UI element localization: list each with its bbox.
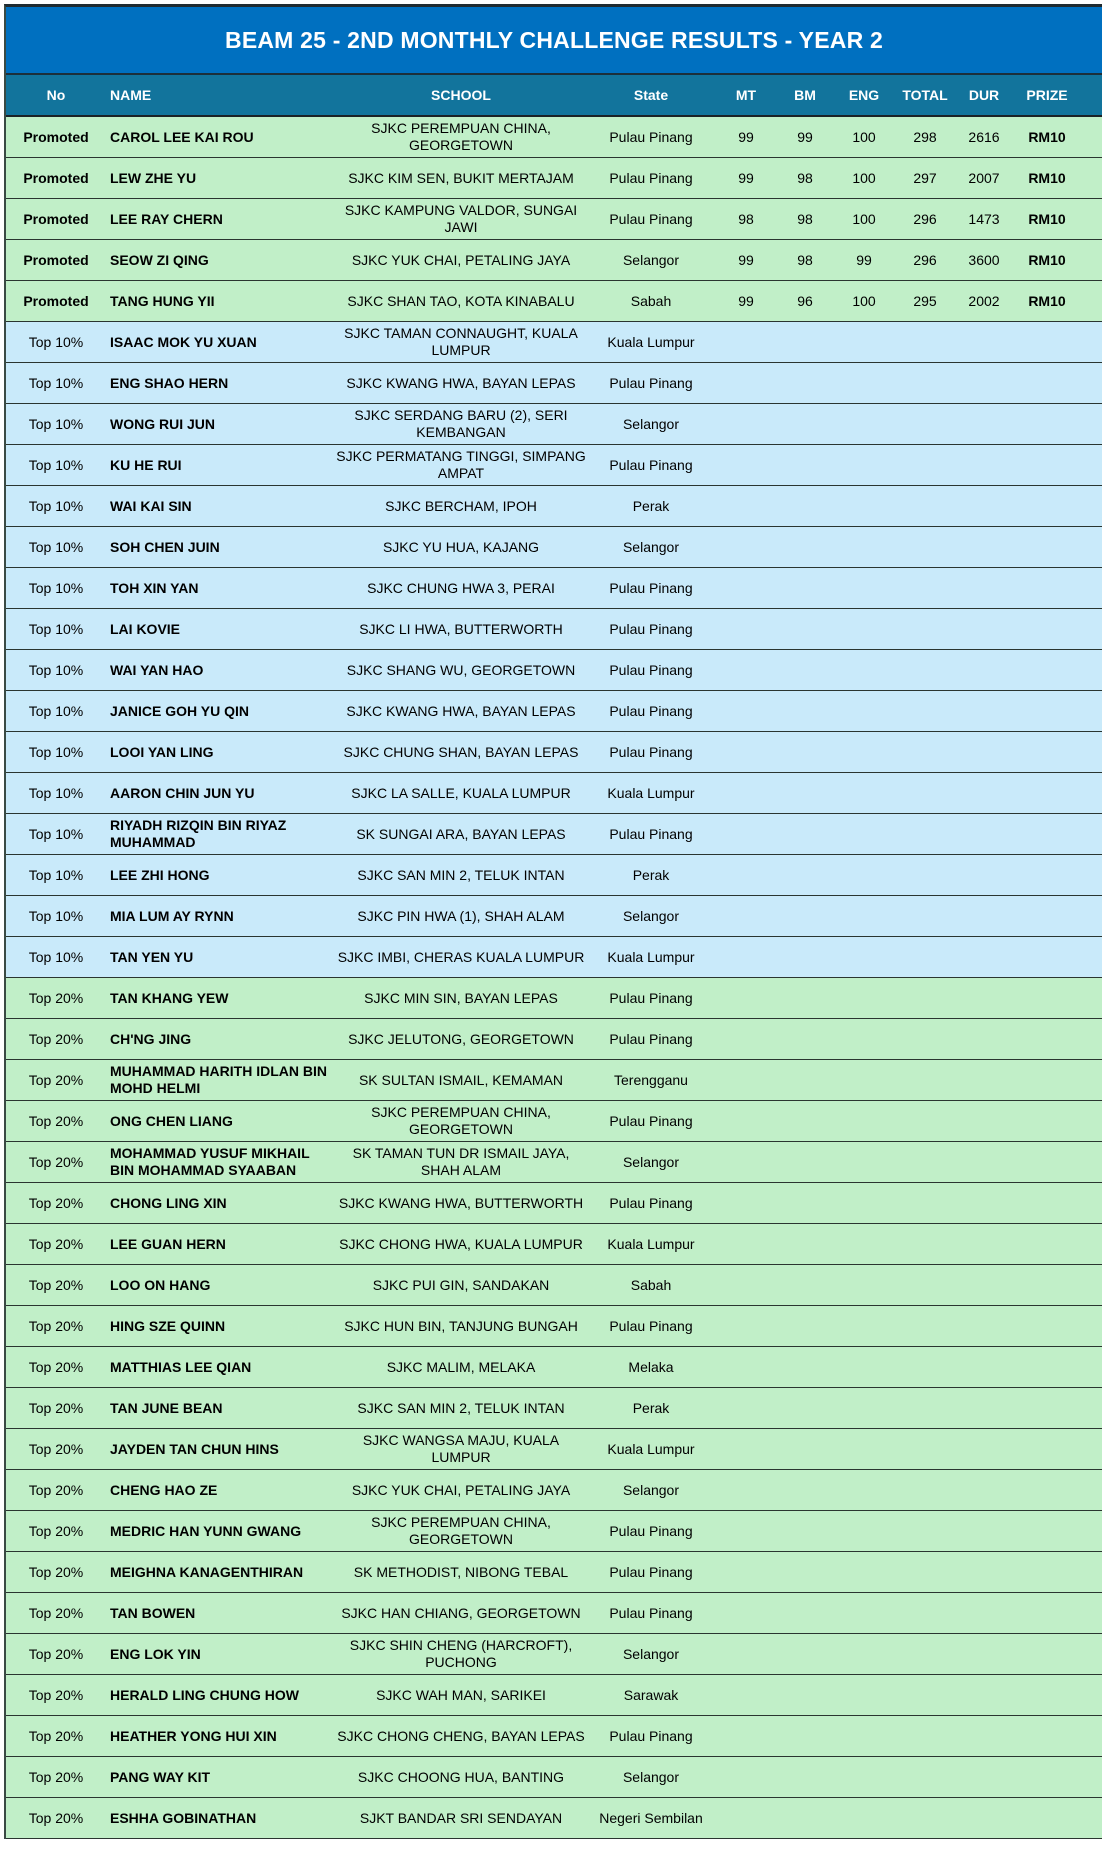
state-cell: Kuala Lumpur — [607, 948, 695, 965]
state-cell: Pulau Pinang — [609, 128, 693, 145]
state-cell: Pulau Pinang — [609, 169, 693, 186]
rank-cell: Top 10% — [28, 497, 84, 514]
school-cell: SJKC IMBI, CHERAS KUALA LUMPUR — [337, 948, 585, 965]
column-header-row — [6, 75, 1102, 117]
rank-cell: Top 10% — [28, 415, 84, 432]
school-cell: SJKC WANGSA MAJU, KUALA LUMPUR — [362, 1432, 560, 1465]
state-cell: Perak — [632, 497, 670, 514]
table-row — [6, 691, 1102, 732]
state-cell: Pulau Pinang — [609, 1563, 693, 1580]
table-row — [6, 978, 1102, 1019]
eng-score-cell: 100 — [852, 169, 876, 186]
state-cell: Pulau Pinang — [609, 210, 693, 227]
table-row — [6, 937, 1102, 978]
total-score-cell: 296 — [913, 210, 937, 227]
rank-cell: Promoted — [23, 292, 89, 309]
name-cell: LEE ZHI HONG — [110, 866, 210, 883]
name-cell: CH'NG JING — [110, 1030, 192, 1047]
rank-cell: Top 20% — [28, 1235, 84, 1252]
rank-cell: Top 20% — [28, 1317, 84, 1334]
rank-cell: Top 20% — [28, 1686, 84, 1703]
school-cell: SJKC BERCHAM, IPOH — [385, 497, 537, 514]
rank-cell: Top 20% — [28, 1030, 84, 1047]
state-cell: Pulau Pinang — [609, 989, 693, 1006]
state-cell: Terengganu — [614, 1071, 688, 1088]
table-row — [6, 1470, 1102, 1511]
bm-score-cell: 98 — [797, 251, 813, 268]
school-cell: SJKC JELUTONG, GEORGETOWN — [348, 1030, 574, 1047]
total-score-cell: 295 — [913, 292, 937, 309]
state-cell: Pulau Pinang — [609, 661, 693, 678]
rank-cell: Promoted — [23, 251, 89, 268]
school-cell: SJKC YUK CHAI, PETALING JAYA — [351, 251, 571, 268]
school-cell: SJKC SAN MIN 2, TELUK INTAN — [357, 1399, 565, 1416]
table-row — [6, 1511, 1102, 1552]
state-cell: Pulau Pinang — [609, 456, 693, 473]
state-cell: Selangor — [622, 1153, 680, 1170]
school-cell: SJKC HUN BIN, TANJUNG BUNGAH — [344, 1317, 578, 1334]
rank-cell: Top 20% — [28, 1768, 84, 1785]
name-cell: RIYADH RIZQIN BIN RIYAZ MUHAMMAD — [110, 817, 287, 850]
results-sheet — [4, 4, 1102, 1839]
name-cell: LAI KOVIE — [110, 620, 181, 637]
table-row — [6, 1265, 1102, 1306]
name-cell: LOO ON HANG — [110, 1276, 211, 1293]
school-cell: SJKC LI HWA, BUTTERWORTH — [359, 620, 563, 637]
school-cell: SJKC SHAN TAO, KOTA KINABALU — [347, 292, 575, 309]
school-cell: SJKC PEREMPUAN CHINA, GEORGETOWN — [371, 1104, 551, 1137]
school-cell: SJKC CHUNG HWA 3, PERAI — [367, 579, 555, 596]
mt-score-cell: 99 — [738, 128, 754, 145]
rank-cell: Top 10% — [28, 825, 84, 842]
state-cell: Selangor — [622, 415, 680, 432]
name-cell: WAI YAN HAO — [110, 661, 204, 678]
rank-cell: Top 20% — [28, 1440, 84, 1457]
rank-cell: Top 10% — [28, 620, 84, 637]
table-row — [6, 240, 1102, 281]
school-cell: SJKC CHONG HWA, KUALA LUMPUR — [339, 1235, 583, 1252]
name-cell: ESHHA GOBINATHAN — [110, 1809, 257, 1826]
school-cell: SJKC WAH MAN, SARIKEI — [376, 1686, 546, 1703]
table-row — [6, 1060, 1102, 1101]
school-cell: SJKC CHOONG HUA, BANTING — [357, 1768, 565, 1785]
school-cell: SJKC KIM SEN, BUKIT MERTAJAM — [348, 169, 574, 186]
table-row — [6, 486, 1102, 527]
name-cell: ENG SHAO HERN — [110, 374, 229, 391]
school-cell: SJKC PIN HWA (1), SHAH ALAM — [357, 907, 565, 924]
name-cell: AARON CHIN JUN YU — [110, 784, 255, 801]
rank-cell: Top 10% — [28, 907, 84, 924]
rank-cell: Top 10% — [28, 702, 84, 719]
name-cell: TAN YEN YU — [110, 948, 194, 965]
state-cell: Sabah — [630, 1276, 672, 1293]
school-cell: SJKC PEREMPUAN CHINA, GEORGETOWN — [371, 1514, 551, 1547]
duration-cell: 3600 — [968, 251, 1000, 268]
table-row — [6, 814, 1102, 855]
rank-cell: Top 10% — [28, 866, 84, 883]
school-cell: SJKC MIN SIN, BAYAN LEPAS — [364, 989, 558, 1006]
school-cell: SJKC KAMPUNG VALDOR, SUNGAI JAWI — [344, 202, 578, 235]
school-cell: SK SULTAN ISMAIL, KEMAMAN — [358, 1071, 564, 1088]
bm-score-cell: 99 — [797, 128, 813, 145]
state-cell: Pulau Pinang — [609, 1030, 693, 1047]
table-row — [6, 1634, 1102, 1675]
bm-score-cell: 98 — [797, 169, 813, 186]
state-cell: Kuala Lumpur — [607, 1440, 695, 1457]
table-row — [6, 1306, 1102, 1347]
table-row — [6, 896, 1102, 937]
state-cell: Selangor — [622, 1481, 680, 1498]
table-row — [6, 1593, 1102, 1634]
table-row — [6, 855, 1102, 896]
table-row — [6, 117, 1102, 158]
column-header-bm: BM — [794, 86, 816, 103]
table-row — [6, 1798, 1102, 1839]
rank-cell: Top 20% — [28, 1604, 84, 1621]
column-header-state: State — [633, 86, 669, 103]
bm-score-cell: 98 — [797, 210, 813, 227]
rank-cell: Top 10% — [28, 948, 84, 965]
prize-cell: RM10 — [1028, 251, 1066, 268]
school-cell: SJKC LA SALLE, KUALA LUMPUR — [351, 784, 571, 801]
state-cell: Pulau Pinang — [609, 702, 693, 719]
rank-cell: Top 20% — [28, 1276, 84, 1293]
school-cell: SJKC PEREMPUAN CHINA, GEORGETOWN — [371, 120, 551, 153]
rank-cell: Top 20% — [28, 989, 84, 1006]
rank-cell: Promoted — [23, 169, 89, 186]
rank-cell: Top 10% — [28, 579, 84, 596]
eng-score-cell: 100 — [852, 128, 876, 145]
rank-cell: Top 10% — [28, 374, 84, 391]
rank-cell: Top 20% — [28, 1522, 84, 1539]
school-cell: SJKC YU HUA, KAJANG — [382, 538, 540, 555]
table-row — [6, 1429, 1102, 1470]
school-cell: SJKC KWANG HWA, BAYAN LEPAS — [346, 702, 576, 719]
rank-cell: Top 20% — [28, 1727, 84, 1744]
name-cell: WONG RUI JUN — [110, 415, 215, 432]
table-row — [6, 363, 1102, 404]
name-cell: MUHAMMAD HARITH IDLAN BIN MOHD HELMI — [110, 1063, 327, 1096]
rank-cell: Top 20% — [28, 1645, 84, 1662]
page-title: BEAM 25 - 2ND MONTHLY CHALLENGE RESULTS - YEAR 2 — [6, 7, 1102, 75]
state-cell: Sarawak — [623, 1686, 679, 1703]
school-cell: SJKC KWANG HWA, BUTTERWORTH — [338, 1194, 584, 1211]
table-row — [6, 773, 1102, 814]
rank-cell: Top 10% — [28, 333, 84, 350]
school-cell: SJKC SERDANG BARU (2), SERI KEMBANGAN — [354, 407, 568, 440]
rank-cell: Top 10% — [28, 538, 84, 555]
name-cell: MOHAMMAD YUSUF MIKHAIL BIN MOHAMMAD SYAABAN — [110, 1145, 310, 1178]
state-cell: Pulau Pinang — [609, 1112, 693, 1129]
school-cell: SJKC TAMAN CONNAUGHT, KUALA LUMPUR — [344, 325, 578, 358]
table-row — [6, 1347, 1102, 1388]
state-cell: Pulau Pinang — [609, 579, 693, 596]
name-cell: SEOW ZI QING — [110, 251, 209, 268]
rank-cell: Top 10% — [28, 661, 84, 678]
state-cell: Sabah — [630, 292, 672, 309]
rank-cell: Top 10% — [28, 456, 84, 473]
rank-cell: Top 20% — [28, 1481, 84, 1498]
school-cell: SJKC YUK CHAI, PETALING JAYA — [351, 1481, 571, 1498]
table-row — [6, 1675, 1102, 1716]
duration-cell: 2002 — [968, 292, 1000, 309]
name-cell: SOH CHEN JUIN — [110, 538, 220, 555]
mt-score-cell: 99 — [738, 292, 754, 309]
name-cell: CHONG LING XIN — [110, 1194, 227, 1211]
table-row — [6, 1716, 1102, 1757]
school-cell: SJKC SAN MIN 2, TELUK INTAN — [357, 866, 565, 883]
mt-score-cell: 98 — [738, 210, 754, 227]
state-cell: Pulau Pinang — [609, 1727, 693, 1744]
name-cell: JANICE GOH YU QIN — [110, 702, 249, 719]
name-cell: KU HE RUI — [110, 456, 182, 473]
state-cell: Pulau Pinang — [609, 825, 693, 842]
table-row — [6, 1388, 1102, 1429]
state-cell: Perak — [632, 1399, 670, 1416]
table-row — [6, 158, 1102, 199]
table-row — [6, 1142, 1102, 1183]
total-score-cell: 298 — [913, 128, 937, 145]
state-cell: Selangor — [622, 1645, 680, 1662]
name-cell: TAN KHANG YEW — [110, 989, 229, 1006]
table-row — [6, 1101, 1102, 1142]
school-cell: SJKC CHONG CHENG, BAYAN LEPAS — [337, 1727, 585, 1744]
school-cell: SJKT BANDAR SRI SENDAYAN — [359, 1809, 563, 1826]
state-cell: Selangor — [622, 538, 680, 555]
state-cell: Selangor — [622, 1768, 680, 1785]
eng-score-cell: 100 — [852, 210, 876, 227]
name-cell: HERALD LING CHUNG HOW — [110, 1686, 299, 1703]
name-cell: TANG HUNG YII — [110, 292, 215, 309]
state-cell: Pulau Pinang — [609, 1522, 693, 1539]
rank-cell: Top 20% — [28, 1194, 84, 1211]
name-cell: HEATHER YONG HUI XIN — [110, 1727, 277, 1744]
name-cell: CAROL LEE KAI ROU — [110, 128, 254, 145]
table-row — [6, 609, 1102, 650]
school-cell: SJKC KWANG HWA, BAYAN LEPAS — [346, 374, 576, 391]
prize-cell: RM10 — [1028, 292, 1066, 309]
state-cell: Selangor — [622, 907, 680, 924]
name-cell: MATTHIAS LEE QIAN — [110, 1358, 252, 1375]
table-row — [6, 404, 1102, 445]
column-header-total: TOTAL — [902, 86, 948, 103]
table-row — [6, 1224, 1102, 1265]
state-cell: Selangor — [622, 251, 680, 268]
table-row — [6, 281, 1102, 322]
name-cell: LEW ZHE YU — [110, 169, 197, 186]
rank-cell: Top 20% — [28, 1358, 84, 1375]
column-header-prize: PRIZE — [1026, 86, 1068, 103]
school-cell: SK METHODIST, NIBONG TEBAL — [353, 1563, 569, 1580]
table-row — [6, 568, 1102, 609]
state-cell: Pulau Pinang — [609, 1317, 693, 1334]
column-header-dur: DUR — [968, 86, 1000, 103]
name-cell: CHENG HAO ZE — [110, 1481, 218, 1498]
state-cell: Pulau Pinang — [609, 1194, 693, 1211]
table-row — [6, 732, 1102, 773]
rank-cell: Top 10% — [28, 743, 84, 760]
prize-cell: RM10 — [1028, 128, 1066, 145]
state-cell: Pulau Pinang — [609, 374, 693, 391]
school-cell: SJKC MALIM, MELAKA — [386, 1358, 536, 1375]
state-cell: Kuala Lumpur — [607, 784, 695, 801]
name-cell: ONG CHEN LIANG — [110, 1112, 233, 1129]
name-cell: LEE RAY CHERN — [110, 210, 223, 227]
table-row — [6, 445, 1102, 486]
rank-cell: Promoted — [23, 128, 89, 145]
name-cell: LOOI YAN LING — [110, 743, 214, 760]
rank-cell: Top 20% — [28, 1563, 84, 1580]
total-score-cell: 297 — [913, 169, 937, 186]
state-cell: Pulau Pinang — [609, 620, 693, 637]
school-cell: SK TAMAN TUN DR ISMAIL JAYA, SHAH ALAM — [352, 1145, 570, 1178]
school-cell: SK SUNGAI ARA, BAYAN LEPAS — [356, 825, 566, 842]
state-cell: Kuala Lumpur — [607, 1235, 695, 1252]
column-header-school: SCHOOL — [431, 86, 491, 103]
prize-cell: RM10 — [1028, 169, 1066, 186]
column-header-name: NAME — [110, 86, 152, 103]
duration-cell: 2007 — [968, 169, 1000, 186]
table-row — [6, 322, 1102, 363]
name-cell: ISAAC MOK YU XUAN — [110, 333, 257, 350]
column-header-mt: MT — [735, 86, 757, 103]
name-cell: WAI KAI SIN — [110, 497, 192, 514]
duration-cell: 2616 — [968, 128, 1000, 145]
school-cell: SJKC SHANG WU, GEORGETOWN — [346, 661, 576, 678]
eng-score-cell: 100 — [852, 292, 876, 309]
duration-cell: 1473 — [968, 210, 1000, 227]
mt-score-cell: 99 — [738, 169, 754, 186]
prize-cell: RM10 — [1028, 210, 1066, 227]
state-cell: Kuala Lumpur — [607, 333, 695, 350]
school-cell: SJKC PUI GIN, SANDAKAN — [372, 1276, 550, 1293]
total-score-cell: 296 — [913, 251, 937, 268]
table-row — [6, 1552, 1102, 1593]
rank-cell: Top 20% — [28, 1809, 84, 1826]
rank-cell: Top 20% — [28, 1071, 84, 1088]
column-header-eng: ENG — [848, 86, 880, 103]
eng-score-cell: 99 — [856, 251, 872, 268]
mt-score-cell: 99 — [738, 251, 754, 268]
column-header-no: No — [46, 86, 66, 103]
name-cell: MEDRIC HAN YUNN GWANG — [110, 1522, 302, 1539]
name-cell: TAN BOWEN — [110, 1604, 196, 1621]
rank-cell: Top 20% — [28, 1399, 84, 1416]
name-cell: MEIGHNA KANAGENTHIRAN — [110, 1563, 304, 1580]
name-cell: MIA LUM AY RYNN — [110, 907, 234, 924]
bm-score-cell: 96 — [797, 292, 813, 309]
table-row — [6, 199, 1102, 240]
name-cell: PANG WAY KIT — [110, 1768, 211, 1785]
school-cell: SJKC SHIN CHENG (HARCROFT), PUCHONG — [349, 1637, 573, 1670]
state-cell: Perak — [632, 866, 670, 883]
table-row — [6, 650, 1102, 691]
table-row — [6, 527, 1102, 568]
name-cell: HING SZE QUINN — [110, 1317, 226, 1334]
state-cell: Melaka — [628, 1358, 674, 1375]
rank-cell: Top 20% — [28, 1153, 84, 1170]
name-cell: TOH XIN YAN — [110, 579, 199, 596]
rank-cell: Top 20% — [28, 1112, 84, 1129]
state-cell: Pulau Pinang — [609, 1604, 693, 1621]
table-row — [6, 1757, 1102, 1798]
name-cell: LEE GUAN HERN — [110, 1235, 226, 1252]
school-cell: SJKC CHUNG SHAN, BAYAN LEPAS — [343, 743, 579, 760]
name-cell: TAN JUNE BEAN — [110, 1399, 223, 1416]
state-cell: Negeri Sembilan — [599, 1809, 703, 1826]
rank-cell: Promoted — [23, 210, 89, 227]
name-cell: ENG LOK YIN — [110, 1645, 201, 1662]
school-cell: SJKC HAN CHIANG, GEORGETOWN — [341, 1604, 581, 1621]
name-cell: JAYDEN TAN CHUN HINS — [110, 1440, 279, 1457]
school-cell: SJKC PERMATANG TINGGI, SIMPANG AMPAT — [336, 448, 586, 481]
rank-cell: Top 10% — [28, 784, 84, 801]
state-cell: Pulau Pinang — [609, 743, 693, 760]
results-table-body — [6, 117, 1102, 1839]
table-row — [6, 1183, 1102, 1224]
table-row — [6, 1019, 1102, 1060]
